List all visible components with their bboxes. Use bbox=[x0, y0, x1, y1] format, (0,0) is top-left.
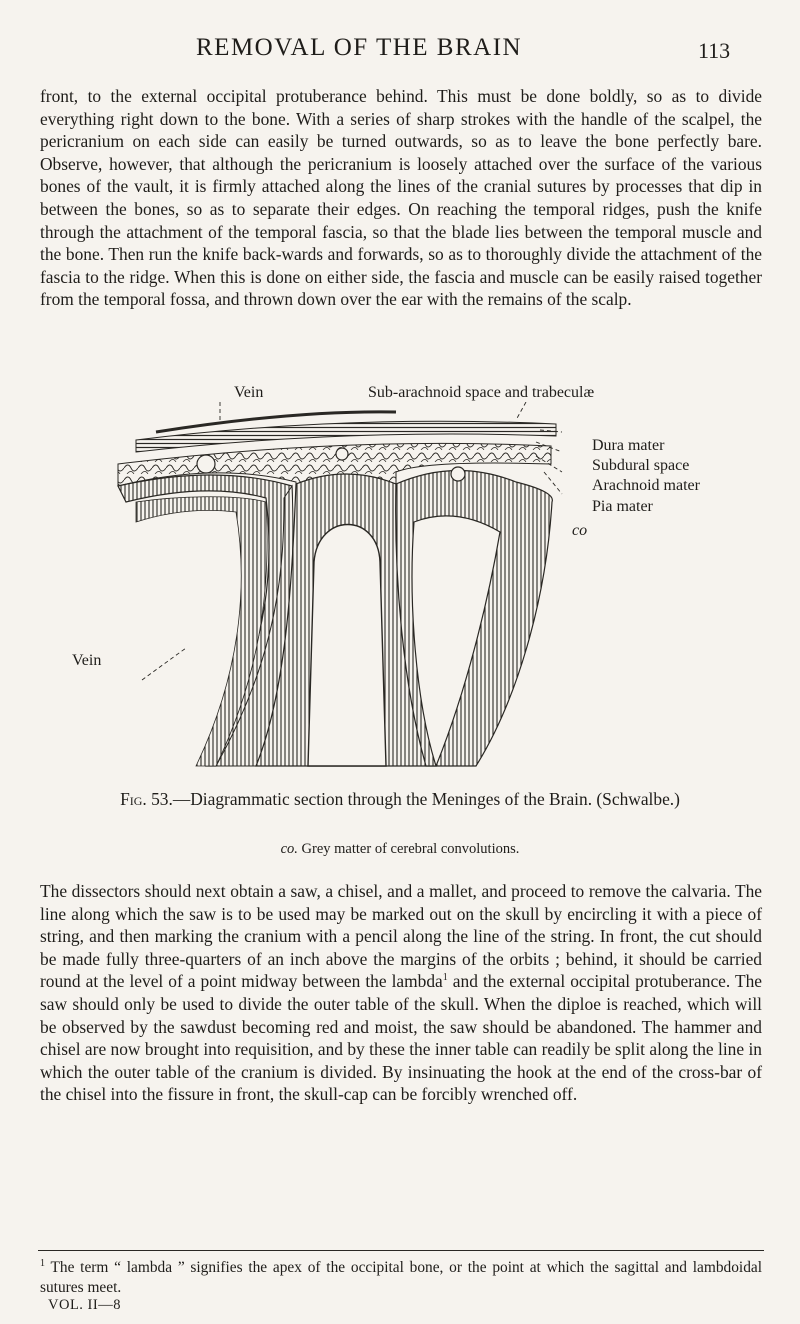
meninges-figure bbox=[72, 384, 746, 782]
cerebral-cortex bbox=[118, 470, 552, 766]
figure-legend bbox=[0, 841, 800, 858]
footnote-marker: 1 bbox=[40, 1257, 45, 1269]
label-vein-left: Vein bbox=[72, 652, 102, 669]
paragraph-2 bbox=[40, 880, 762, 1106]
paragraph-1: front, to the external occipital protuberance behind. This must be done boldly, so as to divide everything right down to the bone. With a series of sharp strokes with the handle of the scalpel, the pericranium on each side can easily be turned outwards, so as to leave the bone perfectly bare. Observe, however, that although the pericranium is loosely attached over the surface of the various bones of the vault, it is firmly attached along the lines of the cranial sutures by processes that dip in between the bones, so as to separate their edges. On reaching the temporal ridges, push the knife through the attachment of the temporal fascia, so that the blade lies between the temporal muscle and the bone. Then run the knife back-wards and forwards, so as to thoroughly divide the attachment of the fascia to the ridge. When this is done on either side, the fascia and muscle can be easily raised together from the temporal fossa, and thrown down over the ear with the remains of the scalp. bbox=[40, 86, 762, 310]
figure-caption-text: —Diagrammatic section through the Meninges of the Brain. (Schwalbe.) bbox=[172, 789, 680, 809]
paragraph-2-part-a: The dissectors should next obtain a saw, a chisel, and a mallet, and proceed to remove the calvaria. The line along which the saw is to be used may be marked out on the skull by encircling it with a piece of string, and then marking the cranium with a pencil along the line of the string. In front, the cut should be made fully three-quarters of an inch above the margins of the orbits ; behind, it should be carried round at the level of a point midway between the lambda bbox=[40, 881, 762, 992]
signature-mark: VOL. II—8 bbox=[48, 1297, 121, 1313]
footnote-reference: 1 bbox=[442, 972, 448, 984]
legend-abbreviation: co. bbox=[280, 841, 298, 857]
label-arachnoid-mater: Arachnoid mater bbox=[592, 477, 700, 494]
page-number: 113 bbox=[698, 38, 731, 63]
label-pia-mater: Pia mater bbox=[592, 498, 653, 515]
page-header bbox=[0, 34, 800, 74]
footnote-divider bbox=[38, 1250, 764, 1251]
label-co: co bbox=[572, 522, 588, 539]
label-dura-mater: Dura mater bbox=[592, 437, 665, 454]
paragraph-2-part-b: and the external occipital protuberance. The saw should only be used to divide the outer table of the skull. When the diploe is reached, which will be observed by the sawdust becoming red and moist, the saw should be abandoned. The hammer and chisel are now brought into requisition, and by these the inner table can readily be split along the line in which the outer table of the cranium is divided. By insinuating the hook at the end of the cross-bar of the chisel into the fissure in front, the skull-cap can be forcibly wrenched off. bbox=[40, 971, 763, 1105]
figure-number: Fig. 53. bbox=[120, 789, 173, 809]
footnote-text: The term “ lambda ” signifies the apex of the occipital bone, or the point at which the sagittal and lambdoidal sutures meet. bbox=[40, 1259, 762, 1296]
label-vein-top: Vein bbox=[234, 384, 264, 401]
figure-caption bbox=[100, 788, 700, 810]
label-subarachnoid: Sub-arachnoid space and trabeculæ bbox=[368, 384, 595, 401]
legend-text: Grey matter of cerebral convolutions. bbox=[297, 841, 520, 857]
running-title: REMOVAL OF THE BRAIN bbox=[196, 34, 523, 61]
footnote bbox=[40, 1258, 762, 1298]
label-subdural-space: Subdural space bbox=[592, 457, 690, 474]
